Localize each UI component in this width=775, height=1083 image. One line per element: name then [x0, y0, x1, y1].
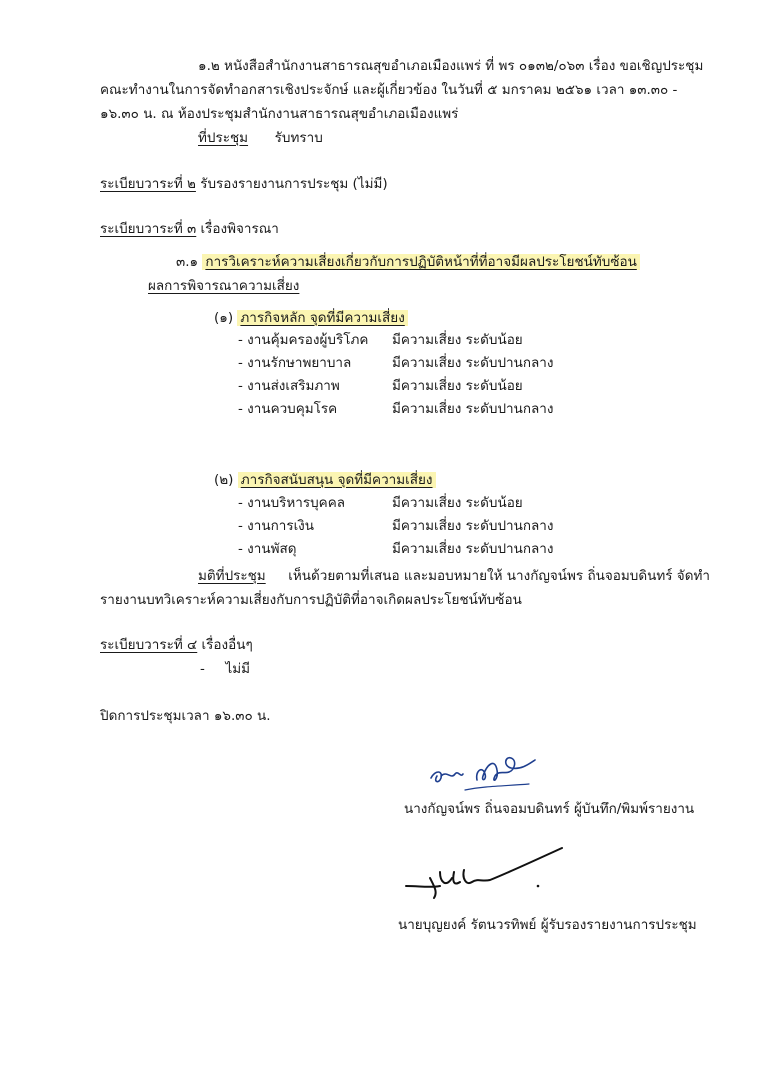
agenda-4: [100, 635, 253, 655]
risk-group-2-title: ภารกิจสนับสนุน จุดที่มีความเสี่ยง: [238, 472, 436, 488]
agenda-3-1-heading: [176, 252, 640, 272]
agenda-3-resolution-line2: รายงานบทวิเคราะห์ความเสี่ยงกับการปฏิบัติที่อาจเกิดผลประโยชน์ทับซ้อน: [100, 592, 522, 608]
closing-time: ปิดการประชุมเวลา ๑๖.๓๐ น.: [100, 708, 271, 724]
agenda-4-label: ระเบียบวาระที่ ๔: [100, 637, 198, 653]
risk-item-name: - งานควบคุมโรค: [238, 401, 338, 417]
risk-group-1-number: (๑): [214, 310, 234, 326]
agenda-3-resolution: [198, 566, 710, 586]
agenda-3-label: ระเบียบวาระที่ ๓: [100, 221, 197, 237]
agenda-3-text: เรื่องพิจารณา: [200, 221, 279, 237]
risk-group-1-title: ภารกิจหลัก จุดที่มีความเสี่ยง: [237, 310, 407, 326]
risk-item-level: มีความเสี่ยง ระดับปานกลาง: [392, 401, 554, 417]
item-1-2-line3: ๑๖.๓๐ น. ณ ห้องประชุมสำนักงานสาธารณสุขอำเภอเมืองแพร่: [100, 106, 459, 122]
agenda-4-dash: -: [200, 661, 205, 677]
risk-result-label: ผลการพิจารณาความเสี่ยง: [148, 278, 300, 294]
agenda-3-1-number: ๓.๑: [176, 254, 199, 270]
risk-item-level: มีความเสี่ยง ระดับน้อย: [392, 378, 523, 394]
agenda-3: [100, 219, 279, 239]
risk-item-name: - งานคุ้มครองผู้บริโภค: [238, 332, 369, 348]
risk-item-level: มีความเสี่ยง ระดับปานกลาง: [392, 355, 554, 371]
risk-result-heading: [148, 276, 299, 296]
agenda-4-item: [200, 659, 250, 679]
agenda-2-text: รับรองรายงานการประชุม (ไม่มี): [200, 176, 388, 192]
handwritten-signature-2: [400, 842, 575, 902]
risk-item-name: - งานส่งเสริมภาพ: [238, 378, 340, 394]
resolution-label: ที่ประชุม: [198, 130, 249, 146]
agenda-2-label: ระเบียบวาระที่ ๒: [100, 176, 196, 192]
agenda-3-resolution-label: มติที่ประชุม: [198, 568, 266, 584]
item-1-2-line1: ๑.๒ หนังสือสำนักงานสาธารณสุขอำเภอเมืองแพร่ ที่ พร ๐๑๓๒/๐๖๓ เรื่อง ขอเชิญประชุม: [198, 58, 704, 74]
agenda-3-1-title: การวิเคราะห์ความเสี่ยงเกี่ยวกับการปฏิบัติหน้าที่ที่อาจมีผลประโยชน์ทับซ้อน: [202, 254, 639, 270]
agenda-3-resolution-line1: เห็นด้วยตามที่เสนอ และมอบหมายให้ นางกัญจน์พร ถิ่นจอมบดินทร์ จัดทำ: [288, 568, 710, 584]
risk-item-level: มีความเสี่ยง ระดับน้อย: [392, 495, 523, 511]
risk-group-2-number: (๒): [214, 472, 234, 488]
risk-item-level: มีความเสี่ยง ระดับปานกลาง: [392, 518, 554, 534]
agenda-2: [100, 174, 388, 194]
signature-1-name: นางกัญจน์พร ถิ่นจอมบดินทร์ ผู้บันทึก/พิมพ์รายงาน: [404, 801, 695, 817]
signature-2-name: นายบุญยงค์ รัตนวรทิพย์ ผู้รับรองรายงานการประชุม: [398, 917, 697, 933]
resolution-text: รับทราบ: [274, 130, 323, 146]
agenda-4-text: เรื่องอื่นๆ: [201, 637, 253, 653]
risk-group-1-heading: [214, 308, 408, 328]
handwritten-signature-1: [425, 740, 545, 796]
risk-item-name: - งานการเงิน: [238, 518, 315, 534]
item-1-2-line2: คณะทำงานในการจัดทำอกสารเชิงประจักษ์ และผู้เกี่ยวข้อง ในวันที่ ๕ มกราคม ๒๕๖๑ เวลา ๑๓.๓๐ -: [100, 82, 678, 98]
item-1-2-resolution: [198, 128, 323, 148]
risk-item-level: มีความเสี่ยง ระดับน้อย: [392, 332, 523, 348]
risk-item-name: - งานบริหารบุคคล: [238, 495, 346, 511]
risk-item-name: - งานพัสดุ: [238, 541, 297, 557]
agenda-4-item-text: ไม่มี: [225, 661, 251, 677]
risk-item-name: - งานรักษาพยาบาล: [238, 355, 352, 371]
risk-item-level: มีความเสี่ยง ระดับปานกลาง: [392, 541, 554, 557]
risk-group-2-heading: [214, 470, 436, 490]
